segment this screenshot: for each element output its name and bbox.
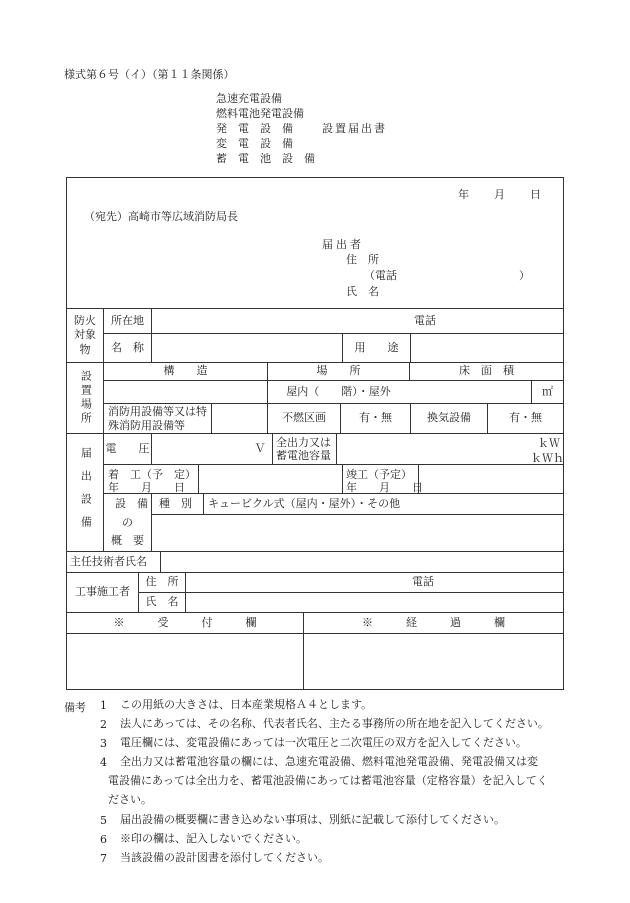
site-place-label: 場 所 — [316, 364, 361, 378]
note-text: ※印の欄は、記入しないでください。 — [120, 832, 307, 845]
title-type-2: 燃料電池発電設備 — [216, 107, 304, 120]
note-number: 3 — [100, 737, 107, 750]
contractor-label: 工事施工者 — [75, 585, 130, 599]
notifier-address: 住 所 — [346, 253, 379, 266]
start-label: 着 工（予 定） — [108, 468, 196, 481]
site-floor-area-label: 床 面 積 — [459, 364, 514, 378]
notes-label: 備考 — [64, 701, 86, 714]
equipment-label: 届出設備 — [79, 446, 93, 539]
output-kwh-unit: ｋＷｈ — [531, 452, 564, 465]
object-name-label: 名 称 — [111, 340, 144, 354]
voltage-label: 電 圧 — [105, 441, 150, 455]
progress-header: ※ 経 過 欄 — [362, 615, 505, 629]
notifier-phone-close: ） — [519, 269, 530, 282]
contractor-address-label: 住 所 — [145, 575, 179, 589]
note-number: 7 — [100, 852, 107, 865]
note-text: 全出力又は蓄電池容量の欄には、急速充電設備、燃料電池発電設備、発電設備又は変 — [120, 755, 538, 768]
note-number: 2 — [100, 718, 107, 731]
object-label: 防火対象物 — [74, 314, 96, 356]
date-month: 月 — [494, 188, 505, 201]
contractor-name-label: 氏 名 — [145, 595, 179, 609]
output-label: 全出力又は蓄電池容量 — [276, 435, 331, 462]
site-indoor-outdoor: 屋内（ 階）・屋外 — [286, 384, 391, 398]
summary-label: 概 要 — [111, 533, 144, 547]
title-type-3: 発 電 設 備 — [216, 122, 293, 135]
note-text: 電設備にあっては全出力を、蓄電池設備にあっては蓄電池容量（定格容量）を記入してく — [108, 774, 548, 787]
note-text: 当該設備の設計図書を添付してください。 — [120, 851, 329, 864]
note-text: 電圧欄には、変電設備にあっては一次電圧と二次電圧の双方を記入してください。 — [120, 736, 527, 749]
finish-label: 竣工（予定） — [346, 468, 412, 481]
site-structure-label: 構 造 — [163, 364, 208, 378]
notifier-label: 届出者 — [322, 238, 364, 251]
addressee: （宛先）高崎市等広域消防局長 — [84, 210, 238, 223]
object-location-label: 所在地 — [111, 313, 144, 327]
note-number: 5 — [100, 814, 107, 827]
site-fire-equipment-label: 消防用設備等又は特殊消防用設備等 — [108, 405, 207, 432]
start-date: 年 月 日 — [108, 481, 185, 494]
kind-value: キュービクル式（屋内・屋外）・その他 — [208, 496, 401, 510]
title-type-5: 蓄 電 池 設 備 — [216, 152, 315, 165]
title-type-1: 急速充電設備 — [216, 92, 282, 105]
site-fireproof-yesno: 有・無 — [359, 411, 392, 425]
site-sqm-unit: ㎡ — [542, 384, 553, 398]
note-text: 届出設備の概要欄に書き込めない事項は、別紙に記載して添付してください。 — [120, 813, 505, 826]
site-label: 設置場所 — [79, 370, 93, 426]
site-fireproof-label: 不燃区画 — [282, 411, 326, 425]
voltage-unit: Ｖ — [254, 441, 266, 455]
form-id: 様式第６号（イ）（第１１条関係） — [64, 68, 235, 81]
title-suffix: 設置届出書 — [322, 122, 387, 135]
site-ventilation-label: 換気設備 — [427, 411, 471, 425]
summary-no: の — [122, 515, 133, 529]
note-number: 1 — [100, 699, 107, 712]
reception-header: ※ 受 付 欄 — [113, 615, 257, 629]
note-text: ださい。 — [108, 793, 152, 806]
output-kw-unit: ｋＷ — [538, 437, 560, 450]
kind-label: 設 備 種 別 — [115, 496, 192, 510]
engineer-label: 主任技術者氏名 — [70, 554, 147, 568]
contractor-phone-label: 電話 — [412, 575, 434, 589]
date-year: 年 — [458, 188, 469, 201]
object-phone-label: 電話 — [414, 313, 436, 327]
date-day: 日 — [530, 188, 541, 201]
note-text: 法人にあっては、その名称、代表者氏名、主たる事務所の所在地を記入してください。 — [120, 717, 549, 730]
notifier-name: 氏 名 — [346, 285, 379, 298]
note-number: 6 — [100, 833, 107, 846]
site-ventilation-yesno: 有・無 — [509, 411, 542, 425]
finish-date: 年 月 日 — [346, 481, 423, 494]
title-type-4: 変 電 設 備 — [216, 137, 293, 150]
note-text: この用紙の大きさは、日本産業規格Ａ４とします。 — [120, 698, 373, 711]
notifier-phone-open: （電話 — [364, 269, 397, 282]
object-use-label: 用 途 — [354, 340, 399, 354]
note-number: 4 — [100, 756, 107, 769]
